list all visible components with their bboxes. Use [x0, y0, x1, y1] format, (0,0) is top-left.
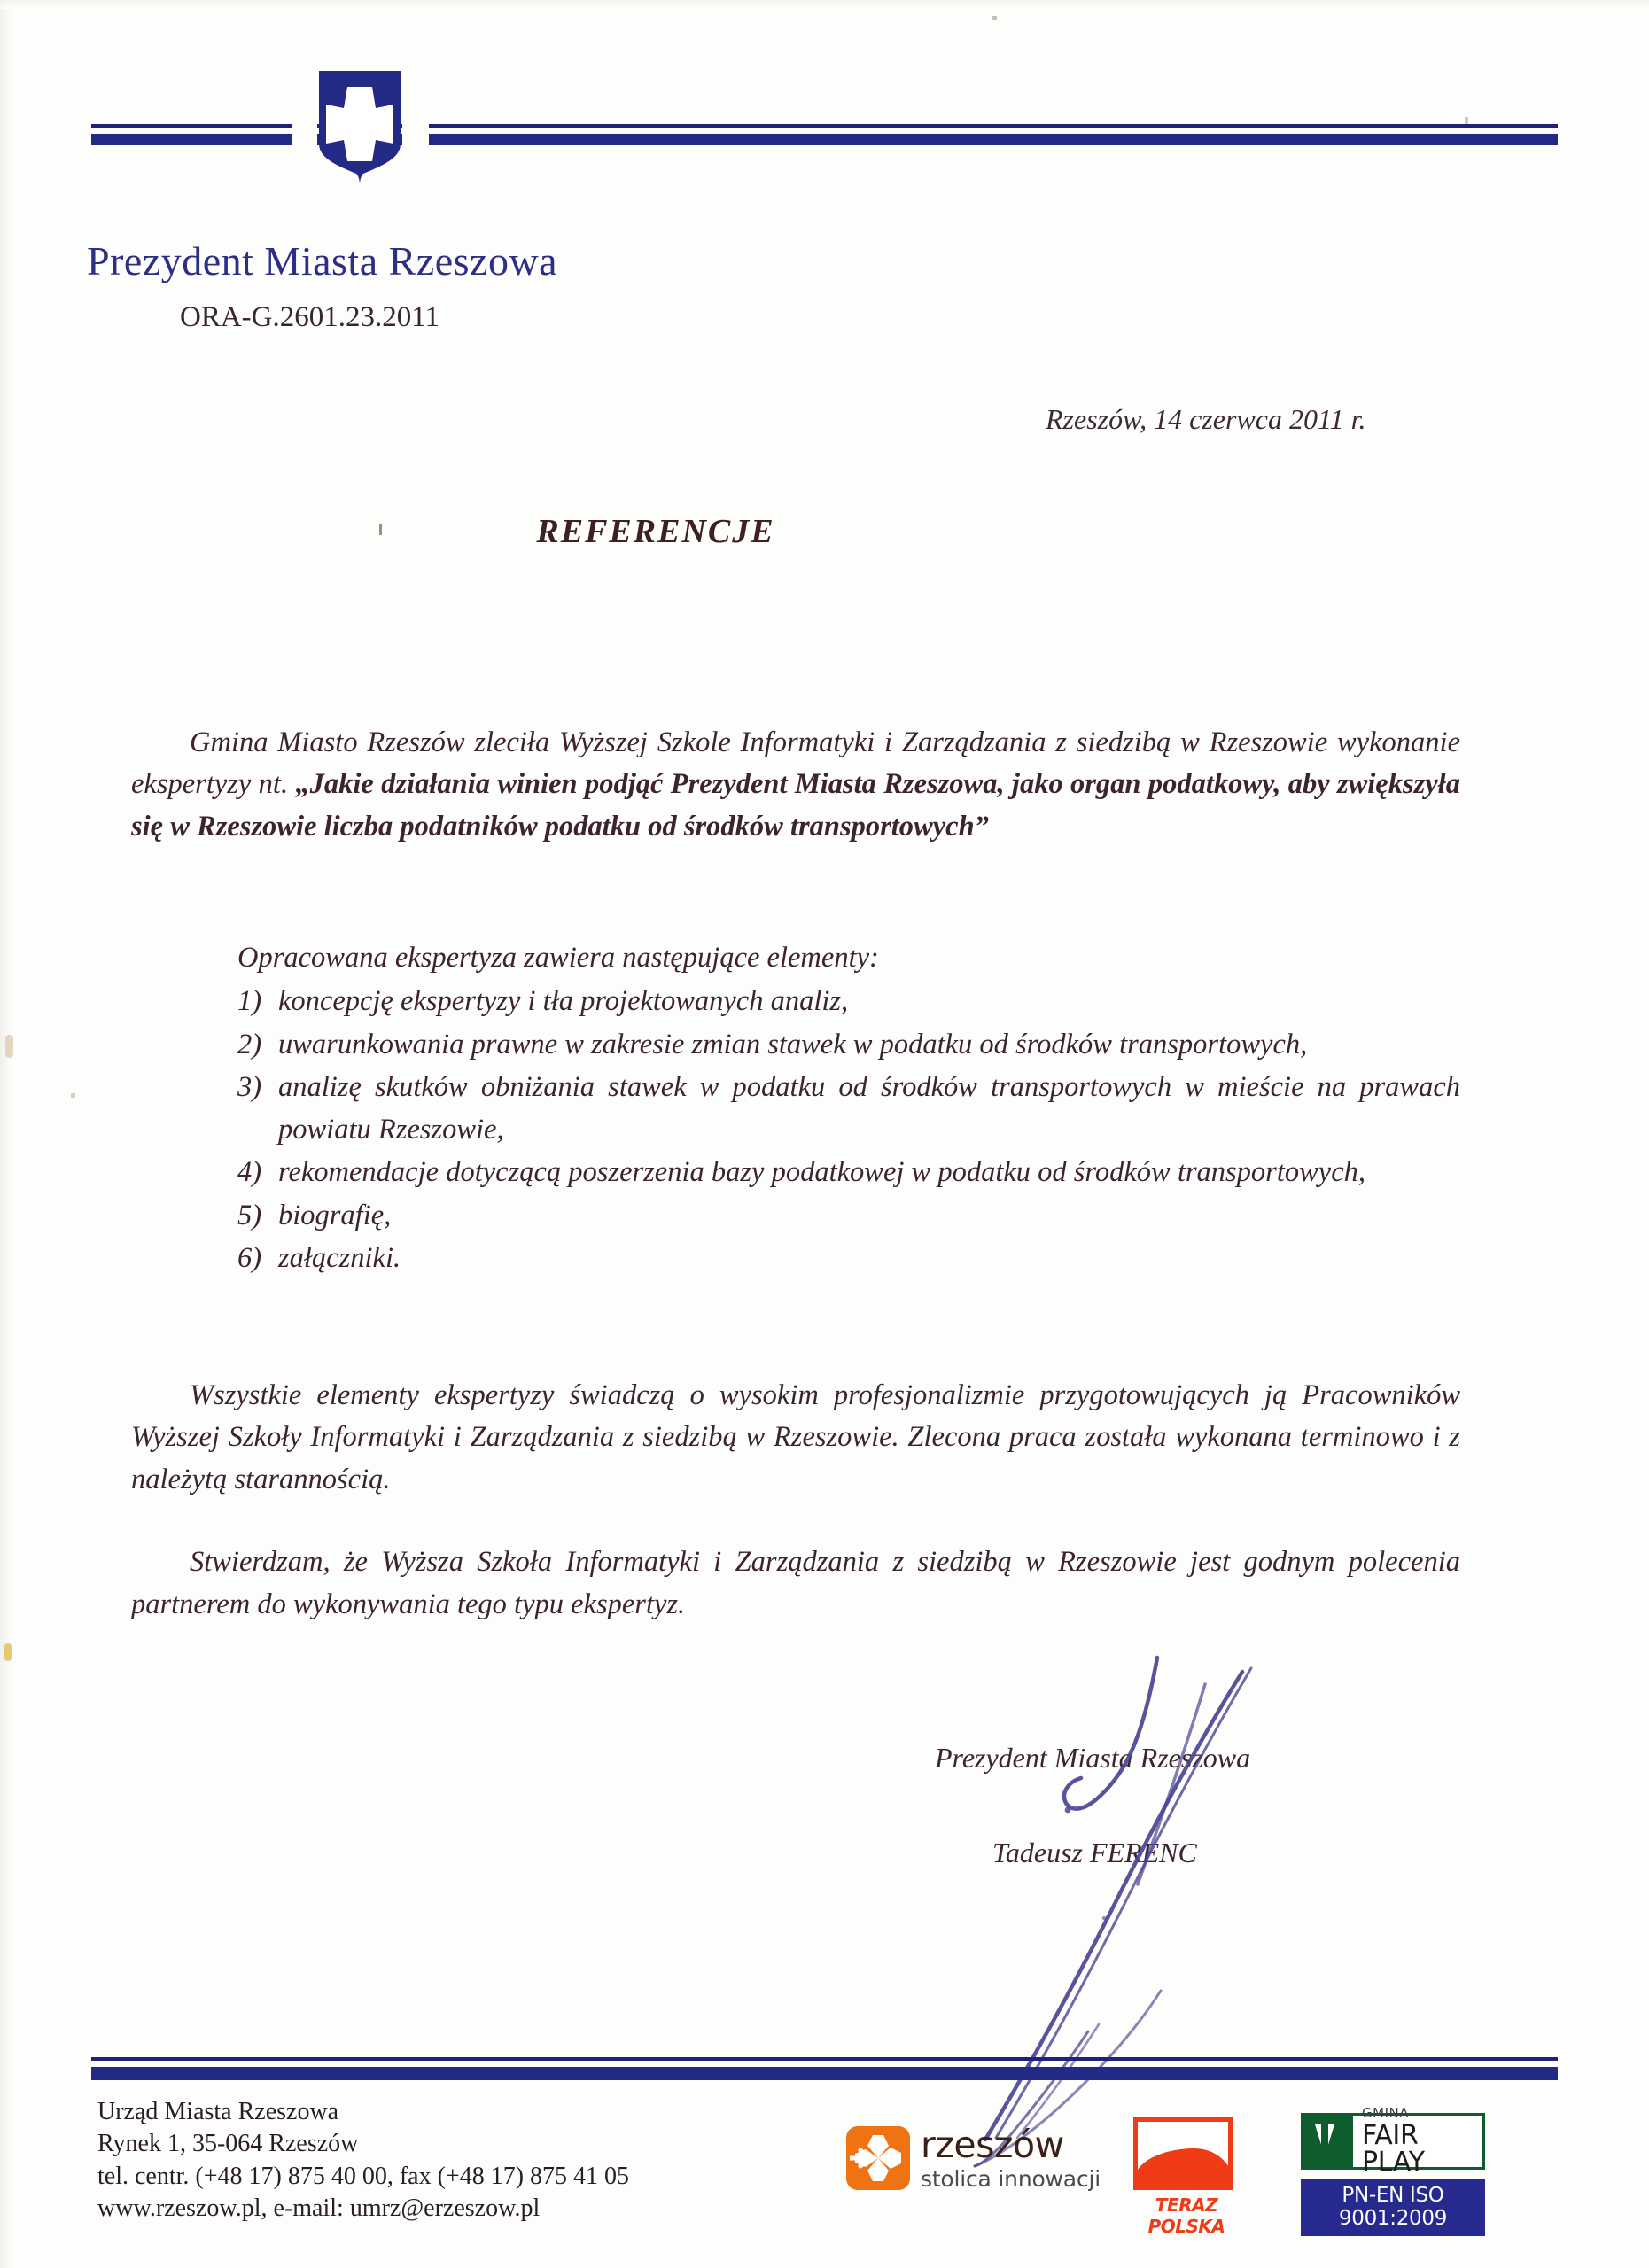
list-item-text: biografię,: [278, 1199, 392, 1231]
footer-divider: [91, 2057, 1558, 2084]
footer-address: Rynek 1, 35-064 Rzeszów: [97, 2130, 359, 2158]
rzeszow-city-logo: [846, 2123, 1101, 2192]
scan-edge-artifact: [0, 0, 12, 2268]
list-item: [237, 1067, 1460, 1151]
list-item-number: 4): [237, 1156, 262, 1189]
footer-office-name: Urząd Miasta Rzeszowa: [97, 2098, 339, 2125]
signature-ink-stroke-icon: [939, 1643, 1311, 2175]
list-item: [237, 1195, 1460, 1237]
intro-quoted-title: „Jakie działania winien podjąć Prezydent Miasta Rzeszowa, jako organ podatkowy, aby zwiększyła się w Rzeszowie liczba podatników podatku od środków transportowych”: [131, 768, 1460, 843]
list-item-number: 5): [237, 1199, 262, 1231]
list-item: [237, 1238, 1460, 1279]
scan-speck: [5, 1035, 13, 1058]
fair-play-wordmark: FAIR PLAY: [1362, 2120, 1425, 2178]
closing-section: [131, 1375, 1460, 1666]
scan-speck: [4, 1643, 12, 1661]
list-item-number: 6): [237, 1242, 262, 1275]
list-item-number: 2): [237, 1028, 262, 1060]
scan-speck: [71, 1093, 75, 1098]
list-item-text: koncepcję ekspertyzy i tła projektowanych analiz,: [278, 985, 849, 1018]
list-item: [237, 1152, 1460, 1193]
list-item-text: załączniki.: [278, 1242, 401, 1275]
fair-play-badge: [1301, 2105, 1485, 2178]
footer-contact-block: [97, 2096, 629, 2225]
scan-edge-artifact-top: [0, 0, 1649, 9]
intro-paragraph: [131, 722, 1460, 848]
fair-play-gmina-label: GMINA: [1362, 2105, 1409, 2121]
list-item-text: analizę skutków obniżania stawek w podatku od środków transportowych w mieście na prawach powiatu Rzeszowie,: [278, 1071, 1460, 1146]
teraz-polska-caption: TERAZ POLSKA: [1147, 2194, 1225, 2237]
footer-web-email: www.rzeszow.pl, e-mail: umrz@erzeszow.pl: [97, 2194, 541, 2223]
teraz-polska-logo: [1133, 2117, 1240, 2237]
teraz-polska-flag-icon: [1133, 2117, 1233, 2190]
rzeszow-coat-of-arms-icon: [317, 69, 402, 184]
scan-speck: [379, 524, 382, 535]
place-and-date: Rzeszów, 14 czerwca 2011 r.: [1046, 403, 1366, 435]
list-intro-text: Opracowana ekspertyza zawiera następujące elementy:: [237, 942, 879, 974]
scan-speck: [992, 16, 997, 20]
closing-paragraph-1: Wszystkie elementy ekspertyzy świadczą o wysokim profesjonalizmie przygotowujących ją Pracowników Wyższej Szkoły Informatyki i Zarządzania z siedzibą w Rzeszowie. Zlecona praca została wykonana terminowo i z należytą starannością.: [131, 1379, 1460, 1495]
iso-certification-badge: PN-EN ISO 9001:2009: [1301, 2179, 1485, 2236]
list-item-text: uwarunkowania prawne w zakresie zmian stawek w podatku od środków transportowych,: [278, 1028, 1308, 1060]
intro-lead-text: Gmina Miasto Rzeszów zleciła Wyższej Szkole Informatyki i Zarządzania z siedzibą w Rzeszowie wykonanie ekspertyzy nt.: [131, 726, 1460, 801]
list-item-text: rekomendacje dotyczącą poszerzenia bazy podatkowej w podatku od środków transportowych,: [278, 1156, 1366, 1189]
gmina-fair-play-logo: [1301, 2105, 1485, 2236]
list-item-number: 3): [237, 1071, 262, 1104]
crest-backdrop-left: [292, 115, 317, 159]
rzeszow-logo-tagline: stolica innowacji: [921, 2165, 1101, 2192]
signature-title: Prezydent Miasta Rzeszowa: [935, 1742, 1251, 1774]
reference-number: ORA-G.2601.23.2011: [180, 301, 440, 333]
green-check-icon: [1303, 2116, 1353, 2167]
list-item: [237, 981, 1460, 1022]
crest-backdrop-right: [402, 115, 429, 159]
closing-paragraph-2: Stwierdzam, że Wyższa Szkoła Informatyki i Zarządzania z siedzibą w Rzeszowie jest godnym polecenia partnerem do wykonywania tego typu ekspertyz.: [131, 1546, 1460, 1620]
rzeszow-arrow-cross-icon: [846, 2126, 910, 2190]
intro-section: [131, 722, 1460, 871]
footer-phone: tel. centr. (+48 17) 875 40 00, fax (+48 17) 875 41 05: [97, 2162, 630, 2190]
list-item-number: 1): [237, 985, 262, 1018]
document-heading: REFERENCJE: [536, 513, 775, 550]
rzeszow-logo-wordmark: rzeszów: [921, 2123, 1064, 2166]
list-item: [237, 1024, 1460, 1066]
elements-list-section: [237, 937, 1460, 1281]
signature-name: Tadeusz FERENC: [992, 1837, 1197, 1868]
page-title: Prezydent Miasta Rzeszowa: [87, 238, 558, 284]
